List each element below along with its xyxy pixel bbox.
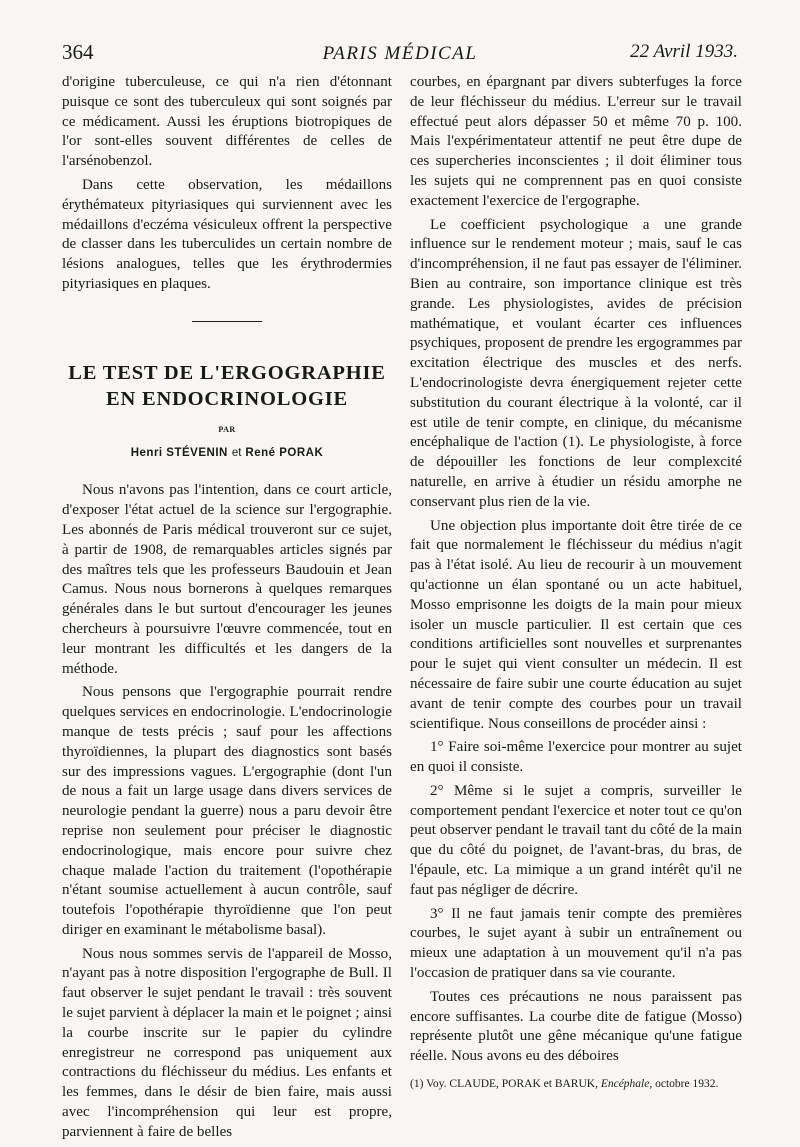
article-title-line-2: EN ENDOCRINOLOGIE: [106, 387, 348, 410]
footnote-journal: Encéphale: [600, 1078, 650, 1090]
author-stevenin: Henri STÉVENIN: [130, 446, 228, 459]
article-title-line-1: LE TEST DE L'ERGOGRAPHIE: [68, 361, 386, 384]
paragraph: Le coefficient psychologique a une grande influence sur le rendement moteur ; mais, sauf le cas d'incompréhension, il ne faut pas essayer de l'éliminer. Bien au contraire, son importance clinique est très grande. Les physiologistes, avides de précision mathématique, et voulant écarter ces influences psychiques, proposent de prendre les ergogrammes par excitation électrique des muscles et des nerfs. L'endocrinologiste devra énergiquement rejeter cette substitution du courant électrique à la volonté, car il est utile de tenir compte, en clinique, du mécanisme encéphalique de l'action (1). Le physiologiste, à force de dépouiller les fonctions de leur complexcité naturelle, en arrive à étudier un résidu amorphe ne conservant plus rien de la vie.: [410, 216, 742, 510]
list-item: 2° Même si le sujet a compris, surveiller le comportement pendant l'exercice et noter tout ce qu'on peut observer pendant le travail tant du côté de la main que du côté du poignet, de l'avant-bras, du bras, de l'épaule, etc. La mimique a un grand intérêt qu'il ne faut pas négliger de décrire.: [410, 782, 742, 898]
right-column: [410, 73, 742, 1071]
paragraph: Une objection plus importante doit être tirée de ce fait que normalement le fléchisseur du médius n'agit pas à l'état isolé. Au lieu de recourir à un mouvement qu'actionne un élan spontané ou un acte habituel, Mosso emprisonne les doigts de la main pour mieux isoler un muscle particulier. Il est certain que ces conditions artificielles sont nouvelles et surprenantes pour le sujet qui vient consulter un médecin. Il est nécessaire de faire subir une courte éducation au sujet avant de tenir compte des courbes pour un travail scientifique. Nous conseillons de procéder ainsi :: [410, 517, 742, 732]
byline-par: PAR: [218, 424, 236, 434]
footnote: [410, 1077, 742, 1092]
left-column: [62, 73, 392, 1147]
footnote-prefix: (1) Voy. CLAUDE, PORAK et BARUK,: [410, 1078, 598, 1090]
authors: [62, 444, 392, 464]
author-porak: René PORAK: [245, 446, 324, 459]
journal-title: PARIS MÉDICAL: [322, 43, 478, 64]
page-number: 364: [62, 40, 94, 64]
paragraph: Nous nous sommes servis de l'appareil de Mosso, n'ayant pas à notre disposition l'ergographe de Bull. Il faut observer le sujet pendant le travail : très souvent le sujet parvient à déplacer la main et le poignet ; ainsi la courbe inscrite sur le papier du cylindre enregistreur ne correspond pas uniquement aux contractions du fléchisseur du médius. Les enfants et les femmes, dans le désir de bien faire, mais aussi avec l'incompréhension qui leur est propre, parviennent à faire de belles: [62, 945, 392, 1140]
paragraph: Nous n'avons pas l'intention, dans ce court article, d'exposer l'état actuel de la science sur l'ergographie. Les abonnés de Paris médical trouveront sur ce sujet, à partir de 1908, de remarquables articles signés par des maîtres tels que les professeurs Baudouin et Jean Camus. Nous nous bornerons à quelques remarques générales dans le but surtout d'encourager les jeunes chercheurs à poursuivre l'œuvre commencée, tout en leur montrant les difficultés et les dangers de la méthode.: [62, 482, 392, 677]
article-title: [62, 360, 392, 412]
authors-conjunction: et: [231, 446, 242, 459]
paragraph: Toutes ces précautions ne nous paraissent pas encore suffisantes. La courbe dite de fatigue (Mosso) représente plutôt une gêne mécanique qu'une fatigue réelle. Nous avons eu des déboires: [410, 988, 742, 1065]
list-item: 1° Faire soi-même l'exercice pour montrer au sujet en quoi il consiste.: [410, 739, 742, 776]
footnote-suffix: , octobre 1932.: [649, 1078, 719, 1090]
list-item: 3° Il ne faut jamais tenir compte des premières courbes, le sujet ayant à subir un entraînement ou mieux une adaptation à un mouvement qu'il n'a pas l'occasion de pratiquer dans sa vie courante.: [410, 905, 742, 982]
page-header: [62, 40, 738, 70]
paragraph: d'origine tuberculeuse, ce qui n'a rien d'étonnant puisque ce sont des tuberculeux qui sont soignés par ce médicament. Aussi les éruptions biotropiques de l'or sont-elles souvent différentes de celles de l'arsénobenzol.: [62, 74, 392, 170]
paragraph: Dans cette observation, les médaillons érythémateux pityriasiques qui surviennent avec les médaillons d'eczéma vésiculeux offrent la perspective de classer dans les tuberculides un certain nombre de lésions analogues, telles que les érythrodermies pityriasiques en plaques.: [62, 176, 392, 292]
section-divider: [192, 321, 262, 322]
paragraph: courbes, en épargnant par divers subterfuges la force de leur fléchisseur du médius. L'erreur sur le travail effectué peut alors dépasser 50 et même 70 p. 100. Mais l'expérimentateur attentif ne peut être dupe de ces supercheries inconscientes ; il doit éliminer tous les sujets qui ne comprennent pas en quoi consiste exactement l'exercice de l'ergographe.: [410, 74, 742, 209]
issue-date: 22 Avril 1933.: [630, 41, 738, 62]
paragraph: Nous pensons que l'ergographie pourrait rendre quelques services en endocrinologie. L'endocrinologie manque de tests précis ; sauf pour les affections thyroïdiennes, la plupart des diagnostics sont basés sur des impressions vagues. L'ergographie (dont l'un de nous a fait un large usage dans divers services de neurologie pendant la guerre) nous a paru devoir être reprise non seulement pour préciser le diagnostic endocrinologique, mais encore pour suivre chez chaque malade l'action du traitement (l'opothérapie n'étant soumise actuellement à aucun contrôle, sauf toutefois l'opothérapie thyroïdienne que l'on peut diriger en examinant le métabolisme basal).: [62, 684, 392, 938]
